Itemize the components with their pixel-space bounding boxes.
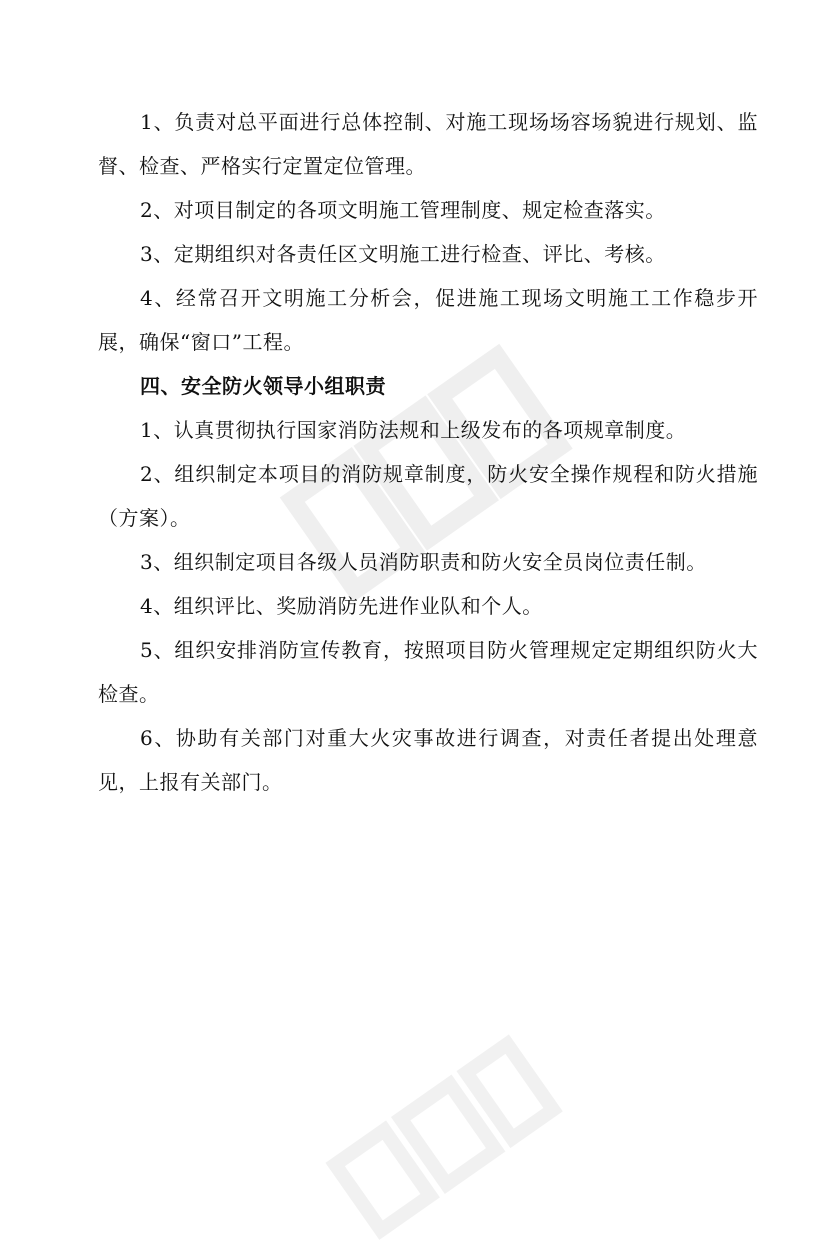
paragraph-4: 4、经常召开文明施工分析会，促进施工现场文明施工工作稳步开展，确保“窗口”工程。	[98, 286, 758, 354]
document-body	[98, 100, 758, 804]
section-item-5: 5、组织安排消防宣传教育，按照项目防火管理规定定期组织防火大检查。	[98, 638, 758, 706]
section-item-2: 2、组织制定本项目的消防规章制度，防火安全操作规程和防火措施（方案）。	[98, 462, 758, 530]
section-item-6: 6、协助有关部门对重大火灾事故进行调查，对责任者提出处理意见，上报有关部门。	[98, 726, 758, 794]
paragraph-2: 2、对项目制定的各项文明施工管理制度、规定检查落实。	[140, 198, 666, 222]
watermark-icon	[307, 1022, 572, 1258]
paragraph-3: 3、定期组织对各责任区文明施工进行检查、评比、考核。	[140, 242, 666, 266]
paragraph-1: 1、负责对总平面进行总体控制、对施工现场场容场貌进行规划、监督、检查、严格实行定置定位管理。	[98, 110, 758, 178]
section-heading: 四、安全防火领导小组职责	[140, 374, 386, 398]
section-item-3: 3、组织制定项目各级人员消防职责和防火安全员岗位责任制。	[140, 550, 707, 574]
section-item-4: 4、组织评比、奖励消防先进作业队和个人。	[140, 594, 543, 618]
section-item-1: 1、认真贯彻执行国家消防法规和上级发布的各项规章制度。	[140, 418, 687, 442]
